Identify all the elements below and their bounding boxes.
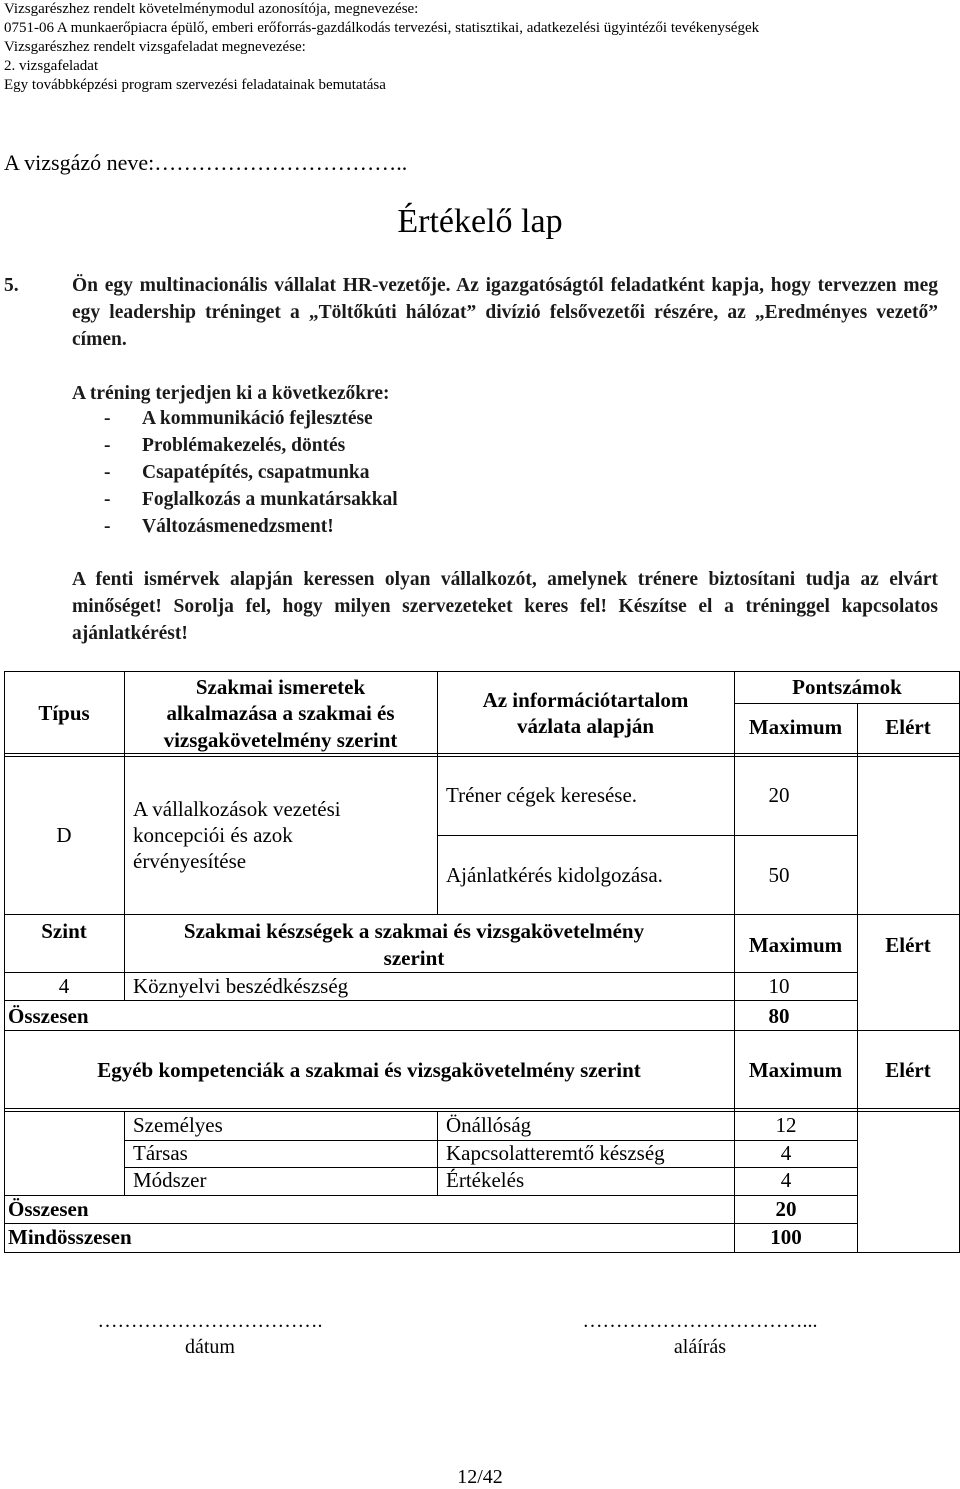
row-knowledge-1: A vállalkozások vezetési bbox=[133, 797, 341, 821]
header-task-label: Vizsgarészhez rendelt vizsgafeladat megnevezése: bbox=[4, 39, 306, 55]
date-label: dátum bbox=[185, 1336, 235, 1358]
row-type-value: D bbox=[56, 823, 72, 847]
header-skills-1: Szakmai készségek a szakmai és vizsgakövetelmény bbox=[183, 919, 645, 943]
signature-label: aláírás bbox=[673, 1336, 727, 1358]
item-label: Tréner cégek keresése. bbox=[446, 783, 638, 807]
item-max: 50 bbox=[768, 863, 790, 887]
page-number: 12/42 bbox=[457, 1466, 503, 1488]
bullet-text: Változásmenedzsment! bbox=[142, 516, 334, 537]
competence-name: Kapcsolatteremtő készség bbox=[446, 1141, 665, 1165]
page-title: Értékelő lap bbox=[397, 203, 563, 240]
grand-total-max: 100 bbox=[770, 1225, 802, 1249]
bullet-text: Foglalkozás a munkatársakkal bbox=[142, 489, 398, 510]
examinee-name-field: A vizsgázó neve:…………………………….. bbox=[4, 150, 408, 175]
header-type: Típus bbox=[38, 701, 90, 725]
item-max: 20 bbox=[768, 783, 790, 807]
task-number: 5. bbox=[4, 275, 19, 296]
header-skills-2: szerint bbox=[383, 946, 445, 970]
date-line: ……………………………. bbox=[97, 1310, 323, 1332]
header-knowledge-3: vizsgakövetelmény szerint bbox=[163, 728, 398, 752]
item-label: Ajánlatkérés kidolgozása. bbox=[446, 863, 663, 887]
header-other-competences: Egyéb kompetenciák a szakmai és vizsgakövetelmény szerint bbox=[97, 1058, 641, 1082]
competence-max: 12 bbox=[775, 1113, 797, 1137]
total-label: Összesen bbox=[8, 1197, 89, 1221]
header-maximum: Maximum bbox=[748, 933, 843, 957]
header-achieved: Elért bbox=[885, 715, 931, 739]
header-info-2: vázlata alapján bbox=[516, 714, 655, 738]
row-knowledge-3: érvényesítése bbox=[133, 849, 247, 873]
header-achieved: Elért bbox=[885, 933, 931, 957]
bullet-dash: - bbox=[104, 462, 111, 483]
row-level-value: 4 bbox=[58, 974, 70, 998]
bullet-text: Problémakezelés, döntés bbox=[142, 435, 346, 456]
task-list-intro: A tréning terjedjen ki a következőkre: bbox=[72, 383, 390, 404]
row-skill-label: Köznyelvi beszédkészség bbox=[133, 974, 349, 998]
bullet-dash: - bbox=[104, 435, 111, 456]
competence-group: Módszer bbox=[133, 1168, 207, 1192]
header-module-name: 0751-06 A munkaerőpiacra épülő, emberi erőforrás-gazdálkodás tervezési, statisztikai, adatkezelési ügyintézői tevékenységek bbox=[4, 20, 760, 36]
header-task-name: Egy továbbképzési program szervezési feladatainak bemutatása bbox=[4, 77, 386, 93]
competence-group: Személyes bbox=[133, 1113, 223, 1137]
bullet-text: Csapatépítés, csapatmunka bbox=[142, 462, 370, 483]
competence-max: 4 bbox=[780, 1141, 792, 1165]
header-points: Pontszámok bbox=[792, 675, 902, 699]
header-info-1: Az információtartalom bbox=[482, 688, 689, 712]
competence-group: Társas bbox=[133, 1141, 188, 1165]
competence-name: Értékelés bbox=[446, 1168, 525, 1192]
bullet-dash: - bbox=[104, 489, 111, 510]
competence-max: 4 bbox=[780, 1168, 792, 1192]
header-level: Szint bbox=[41, 919, 87, 943]
total-label: Összesen bbox=[8, 1004, 89, 1028]
bullet-text: A kommunikáció fejlesztése bbox=[142, 408, 373, 429]
task-closing: A fenti ismérvek alapján keressen olyan vállalkozót, amelynek trénere biztosítani tudja az elvárt minőséget! Sorolja fel, hogy milyen szervezeteket keres fel! Készítse el a tréninggel kapcsolatos ajánlatkérést! bbox=[72, 569, 938, 644]
header-maximum: Maximum bbox=[748, 1058, 843, 1082]
header-knowledge-2: alkalmazása a szakmai és bbox=[166, 701, 395, 725]
bullet-dash: - bbox=[104, 408, 111, 429]
header-maximum: Maximum bbox=[748, 715, 843, 739]
grand-total-label: Mindösszesen bbox=[8, 1225, 132, 1249]
task-intro: Ön egy multinacionális vállalat HR-vezetője. Az igazgatóságtól feladatként kapja, hogy tervezzen meg egy leadership tréninget a „Töltőkúti hálózat” divízió felsővezetői részére, az „Eredményes vezető” címen. bbox=[72, 275, 938, 350]
row-knowledge-2: koncepciói és azok bbox=[133, 823, 293, 847]
header-knowledge-1: Szakmai ismeretek bbox=[195, 675, 366, 699]
row-skill-max: 10 bbox=[768, 974, 790, 998]
bullet-dash: - bbox=[104, 516, 111, 537]
header-module-label: Vizsgarészhez rendelt követelménymodul azonosítója, megnevezése: bbox=[4, 1, 419, 17]
signature-line: ……………………………... bbox=[582, 1310, 818, 1332]
header-achieved: Elért bbox=[885, 1058, 931, 1082]
total-max: 20 bbox=[775, 1197, 797, 1221]
header-task-number: 2. vizsgafeladat bbox=[4, 58, 99, 74]
total-max: 80 bbox=[768, 1004, 790, 1028]
competence-name: Önállóság bbox=[446, 1113, 532, 1137]
